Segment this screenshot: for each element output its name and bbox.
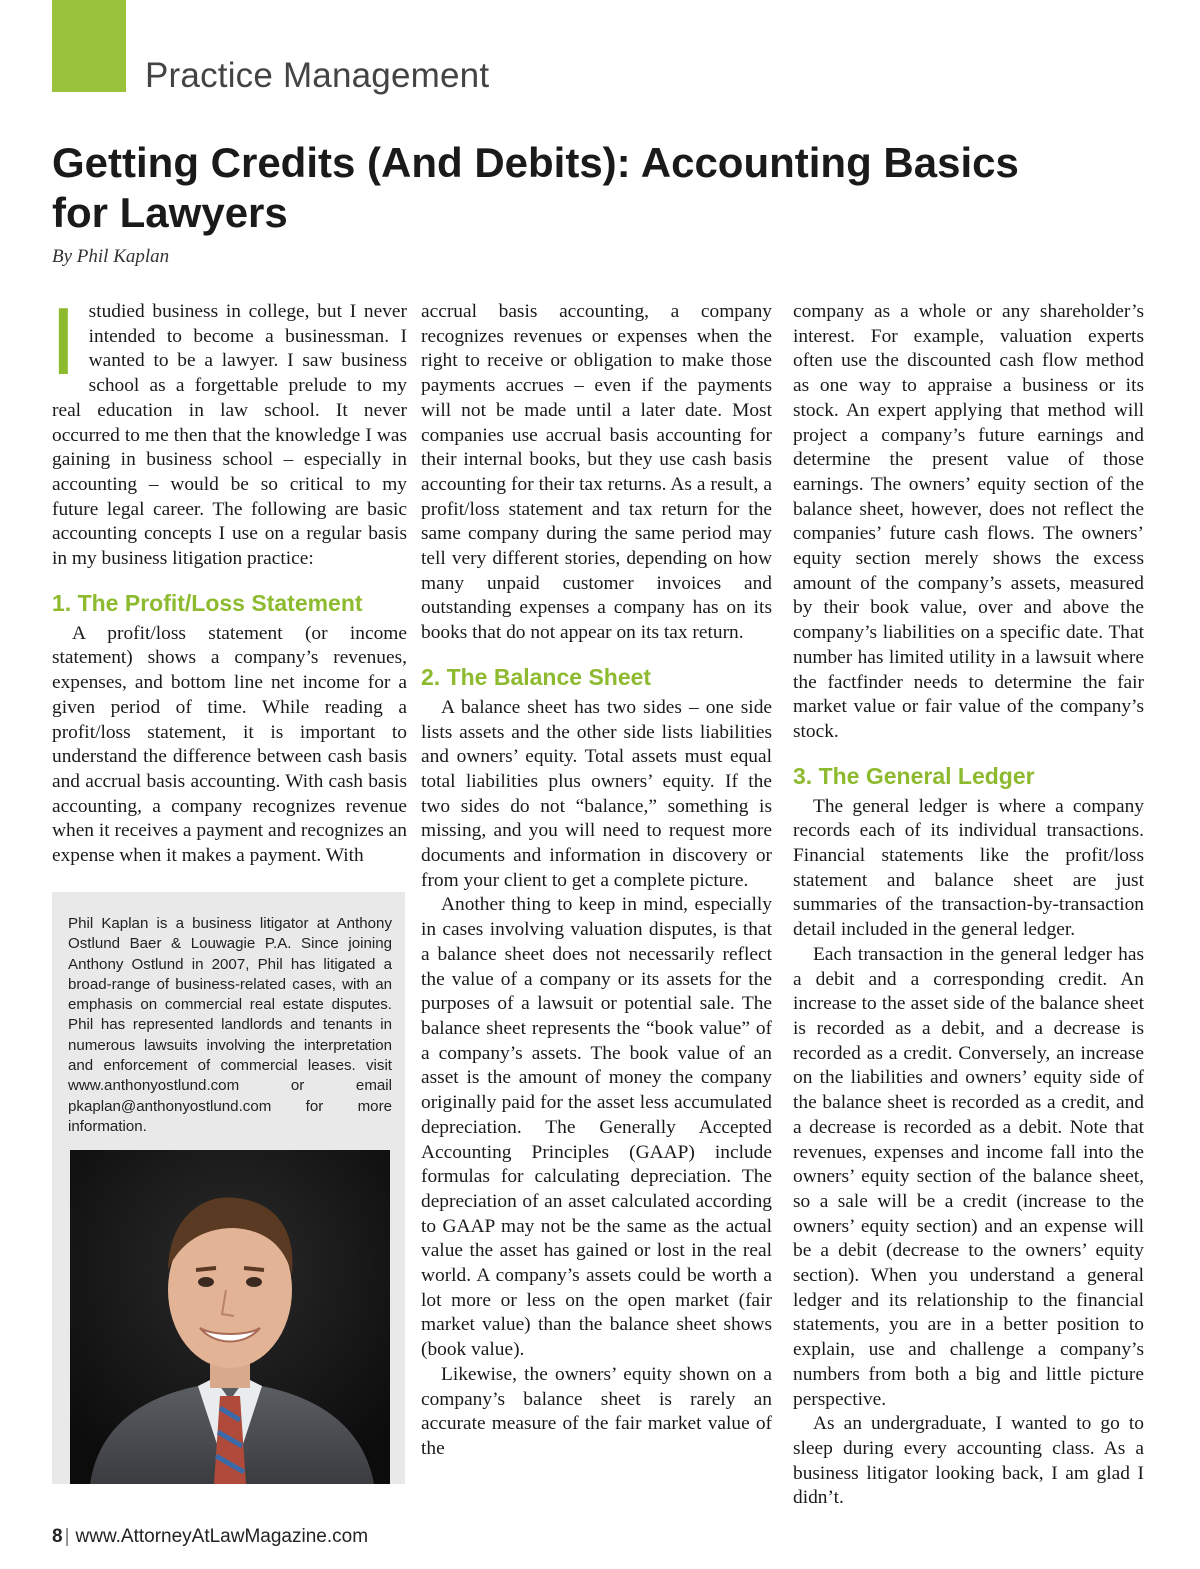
author-photo: [70, 1150, 390, 1484]
page-footer: [52, 1526, 368, 1548]
section-heading-profit-loss: 1. The Profit/Loss Statement: [52, 589, 363, 616]
section-label: Practice Management: [145, 56, 490, 95]
intro-paragraph: Istudied business in college, but I never intended to become a businessman. I wanted to be a lawyer. I saw business school as a forgettable prelude to my real education in law school. It never occurred to me then that the knowledge I was gaining in business school – especially in accounting – would be so critical to my future legal career. The following are basic accounting concepts I use on a regular basis in my business litigation practice:: [50, 288, 407, 570]
section-heading-general-ledger: 3. The General Ledger: [793, 762, 1035, 789]
body-paragraph: Likewise, the owners’ equity shown on a company’s balance sheet is rarely an accurate measure of the fair market value of the: [421, 1363, 772, 1459]
footer-separator: |: [64, 1526, 70, 1547]
column-3: [793, 300, 1144, 1511]
page-number: 8: [52, 1526, 63, 1547]
body-paragraph: accrual basis accounting, a company recognizes revenues or expenses when the right to receive or obligation to make those payments accrues – even if the payments will not be made until a later date. Most companies use accrual basis accounting for their internal books, but they use cash basis accounting for their tax returns. As a result, a profit/loss statement and tax return for the same company during the same period may tell very different stories, depending on how many unpaid customer invoices and outstanding expenses a company has on its books that do not appear on its tax return.: [421, 301, 772, 644]
author-portrait-illustration: [70, 1150, 390, 1484]
article-title: Getting Credits (And Debits): Accounting Basics for Lawyers: [52, 139, 1019, 236]
author-bio-box: [52, 892, 405, 1484]
body-paragraph: The general ledger is where a company records each of its individual transactions. Financial statements like the profit/loss statement and balance sheet are just summaries of the transaction-by-transaction detail included in the general ledger.: [793, 795, 1144, 941]
magazine-url: www.AttorneyAtLawMagazine.com: [75, 1526, 369, 1547]
body-paragraph: A balance sheet has two sides – one side lists assets and the other side lists liabilities and owners’ equity. Total assets must equal total liabilities plus owners’ equity. If the two sides do not “balance,” something is missing, and you will need to request more documents and information in discovery or from your client to get a complete picture.: [421, 696, 772, 891]
body-paragraph: Each transaction in the general ledger has a debit and a corresponding credit. An increase to the asset side of the balance sheet is recorded as a debit, and a decrease is recorded as a credit. Conversely, an increase on the liabilities and owners’ equity side of the balance sheet is recorded as a credit, and a decrease is recorded as a debit. Note that revenues, expenses and income fall into the owners’ equity section of the balance sheet, so a sale will be a credit (increase to the owners’ equity section) and an expense will be a debit (decrease to the owners’ equity section). When you understand a general ledger and its relationship to the financial statements, you are in a better position to explain, use and challenge a company’s numbers from both a big and little picture perspective.: [793, 943, 1144, 1410]
column-2: [421, 300, 772, 1462]
body-paragraph: As an undergraduate, I wanted to go to sleep during every accounting class. As a business litigator looking back, I am glad I didn’t.: [793, 1413, 1144, 1509]
drop-cap: I: [50, 288, 77, 395]
author-bio-text: Phil Kaplan is a business litigator at Anthony Ostlund Baer & Louwagie P.A. Since joining Anthony Ostlund in 2007, Phil has litigated a broad-range of business-related cases, with an emphasis on commercial real estate disputes. Phil has represented landlords and tenants in numerous lawsuits involving the interpretation and enforcement of commercial leases. visit www.anthonyostlund.com or email pkaplan@anthonyostlund.com for more information.: [68, 915, 392, 1135]
body-paragraph: Another thing to keep in mind, especially in cases involving valuation disputes, is that a balance sheet does not necessarily reflect the value of a company or its assets for the purposes of a lawsuit or potential sale. The balance sheet represents the “book value” of a company’s assets. The book value of an asset is the amount of money the company originally paid for the asset less accumulated depreciation. The Generally Accepted Accounting Principles (GAAP) include formulas for calculating depreciation. The depreciation of an asset calculated according to GAAP may not be the same as the actual value the asset has gained or lost in the real world. A company’s assets could be worth a lot more or less on the open market (fair market value) than the balance sheet shows (book value).: [421, 894, 772, 1361]
body-paragraph: A profit/loss statement (or income statement) shows a company’s revenues, expenses, and bottom line net income for a given period of time. While reading a profit/loss statement, it is important to understand the difference between cash basis and accrual basis accounting. With cash basis accounting, a company recognizes revenue when it receives a payment and recognizes an expense when it makes a payment. With: [52, 622, 407, 867]
column-1: [50, 288, 407, 869]
byline: By Phil Kaplan: [52, 246, 170, 267]
section-accent-bar: [52, 0, 126, 92]
section-heading-balance-sheet: 2. The Balance Sheet: [421, 663, 652, 690]
body-paragraph: company as a whole or any shareholder’s interest. For example, valuation experts often use the discounted cash flow method as one way to appraise a business or its stock. An expert applying that method will project a company’s future earnings and determine the present value of those earnings. The owners’ equity section of the balance sheet, however, does not reflect the companies’ future cash flows. The owners’ equity section merely shows the excess amount of the company’s assets, measured by their book value, over and above the company’s liabilities on a specific date. That number has limited utility in a lawsuit where the factfinder needs to determine the fair market value or fair value of the company’s stock.: [793, 301, 1144, 742]
